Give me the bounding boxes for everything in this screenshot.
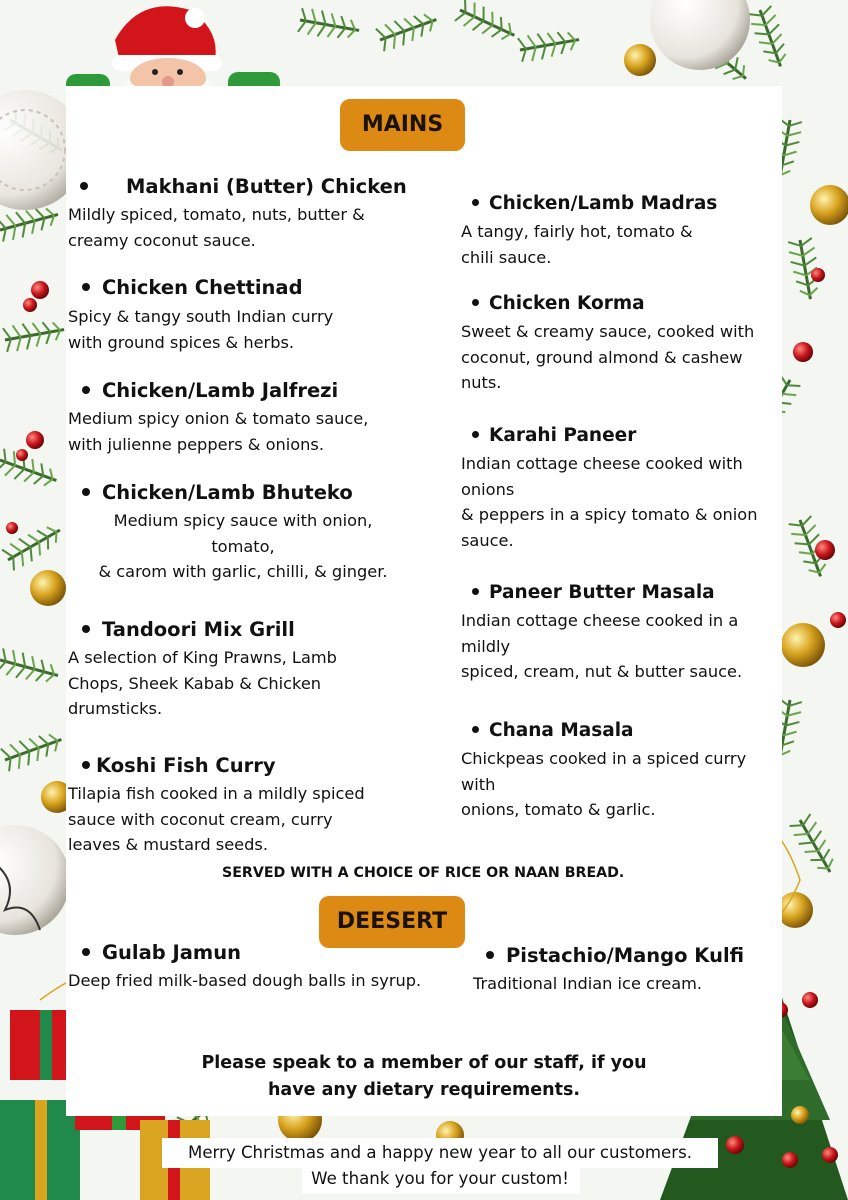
bullet-icon (472, 588, 479, 595)
bullet-icon (82, 386, 90, 394)
item-description: Sweet & creamy sauce, cooked with coconut, ground almond & cashew nuts. (461, 322, 755, 392)
item-description: Mildly spiced, tomato, nuts, butter & creamy coconut sauce. (68, 205, 365, 250)
bullet-icon (472, 726, 479, 733)
item-title: Chicken/Lamb Madras (472, 193, 717, 214)
item-description: Chickpeas cooked in a spiced curry with onions, tomato & garlic. (461, 749, 747, 819)
served-with-note: SERVED WITH A CHOICE OF RICE OR NAAN BREAD. (222, 865, 625, 881)
bullet-icon (82, 761, 90, 769)
item-title: Paneer Butter Masala (472, 582, 715, 603)
item-description: Deep fried milk-based dough balls in syrup. (68, 971, 422, 990)
dietary-note: Please speak to a member of our staff, if you have any dietary requirements. (201, 1053, 647, 1100)
item-description: Spicy & tangy south Indian curry with ground spices & herbs. (68, 307, 334, 352)
item-title: Chicken Korma (472, 293, 645, 314)
dessert-heading (319, 896, 465, 948)
item-title: Karahi Paneer (472, 425, 636, 446)
item-description: A tangy, fairly hot, tomato & chili sauce. (461, 222, 693, 267)
item-title: Pistachio/Mango Kulfi (486, 944, 744, 967)
bullet-icon (472, 199, 479, 206)
item-description: Traditional Indian ice cream. (473, 974, 703, 993)
bullet-icon (82, 948, 90, 956)
item-title: Tandoori Mix Grill (82, 618, 295, 641)
greeting-text: Merry Christmas and a happy new year to all our customers. We thank you for your custom! (188, 1143, 692, 1188)
bullet-icon (82, 283, 90, 291)
item-title: Koshi Fish Curry (82, 754, 276, 777)
item-title: Chicken Chettinad (82, 276, 303, 299)
bullet-icon (82, 625, 90, 633)
item-description: Indian cottage cheese cooked in a mildly spiced, cream, nut & butter sauce. (461, 611, 743, 681)
bullet-icon (486, 951, 494, 959)
item-title: Makhani (Butter) Chicken (80, 175, 407, 198)
item-title: Chicken/Lamb Jalfrezi (82, 379, 338, 402)
item-description: Indian cottage cheese cooked with onions & peppers in a spicy tomato & onion sauce. (461, 454, 758, 550)
bullet-icon (472, 431, 479, 438)
mains-heading (340, 99, 465, 151)
bullet-icon (80, 182, 88, 190)
mains-heading-text: MAINS (361, 112, 444, 137)
item-description: Medium spicy sauce with onion, tomato, & carom with garlic, chilli, & ginger. (98, 511, 388, 581)
item-description: Medium spicy onion & tomato sauce, with julienne peppers & onions. (68, 409, 369, 454)
dessert-heading-text: DEESERT (336, 909, 448, 934)
bullet-icon (82, 488, 90, 496)
item-description: Tilapia fish cooked in a mildly spiced sauce with coconut cream, curry leaves & mustard seeds. (68, 784, 365, 854)
item-title: Chicken/Lamb Bhuteko (82, 481, 353, 504)
item-title: Chana Masala (472, 720, 634, 741)
bullet-icon (472, 299, 479, 306)
item-title: Gulab Jamun (82, 941, 241, 964)
item-description: A selection of King Prawns, Lamb Chops, Sheek Kabab & Chicken drumsticks. (68, 648, 337, 718)
